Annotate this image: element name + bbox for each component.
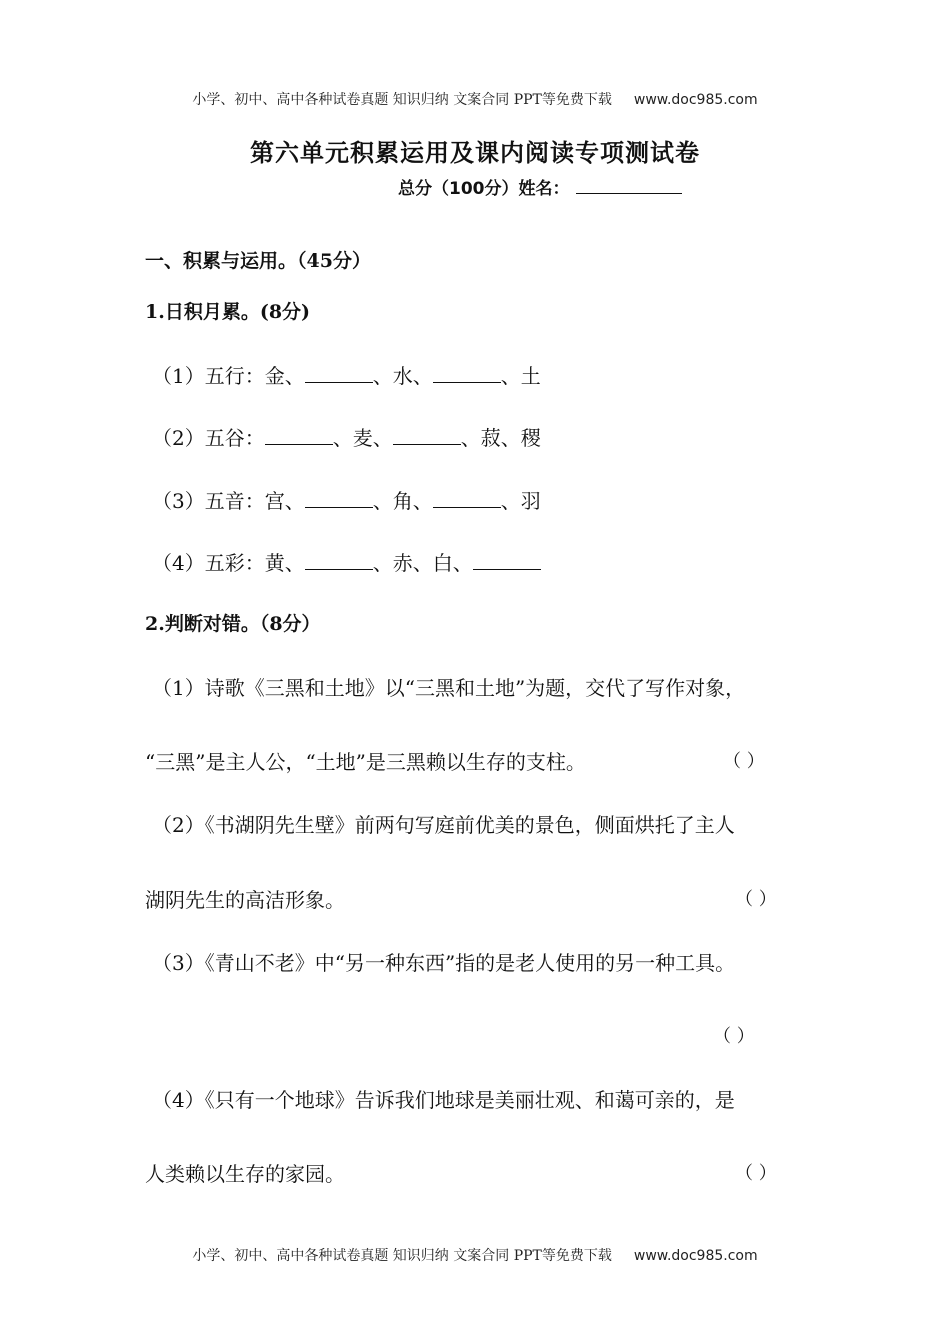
q1-item-2 — [152, 422, 541, 451]
banner-site: www.doc985.com — [633, 92, 758, 108]
item-text: 、羽 — [500, 489, 541, 513]
answer-blank[interactable] — [433, 493, 501, 508]
answer-blank[interactable] — [265, 430, 333, 445]
item-text: 、角、 — [372, 489, 433, 513]
item-label: （4）五彩： — [152, 551, 265, 575]
answer-parentheses[interactable]: （ ） — [713, 1026, 755, 1047]
header-banner — [0, 89, 950, 109]
name-blank — [576, 179, 682, 194]
answer-parentheses[interactable]: （ ） — [735, 889, 777, 910]
q1-item-1 — [152, 360, 541, 389]
answer-blank[interactable] — [473, 555, 541, 570]
answer-parentheses[interactable]: （ ） — [723, 751, 765, 772]
q2-statement-4-line1: （4）《只有一个地球》告诉我们地球是美丽壮观、和蔼可亲的，是 — [152, 1088, 735, 1112]
item-text: 、菽、稷 — [460, 426, 541, 450]
q2-statement-2-line1: （2）《书湖阴先生壁》前两句写庭前优美的景色，侧面烘托了主人 — [152, 813, 735, 837]
item-label: （1）五行： — [152, 364, 265, 388]
answer-blank[interactable] — [393, 430, 461, 445]
item-text: 、麦、 — [332, 426, 393, 450]
page-title: 第六单元积累运用及课内阅读专项测试卷 — [250, 138, 700, 167]
answer-blank[interactable] — [305, 368, 373, 383]
item-text: 、土 — [500, 364, 541, 388]
answer-blank[interactable] — [433, 368, 501, 383]
score-label: 总分（100分）姓名： — [398, 179, 570, 199]
footer-banner — [0, 1245, 950, 1265]
item-label: （3）五音： — [152, 489, 265, 513]
answer-parentheses[interactable]: （ ） — [735, 1163, 777, 1184]
answer-blank[interactable] — [305, 555, 373, 570]
banner-site: www.doc985.com — [633, 1248, 758, 1264]
item-text: 金、 — [264, 364, 305, 388]
q2-statement-1-line1: （1）诗歌《三黑和土地》以“三黑和土地”为题，交代了写作对象， — [152, 676, 746, 700]
q2-statement-2-line2: 湖阴先生的高洁形象。 — [145, 888, 345, 912]
score-line — [398, 174, 682, 199]
q1-heading: 1.日积月累。(8分) — [145, 301, 311, 323]
section-heading: 一、积累与运用。（45分） — [145, 250, 371, 272]
q1-item-3 — [152, 485, 541, 514]
item-text: 宫、 — [264, 489, 305, 513]
q2-statement-1-line2: “三黑”是主人公，“土地”是三黑赖以生存的支柱。 — [145, 750, 586, 774]
item-text: 、赤、白、 — [372, 551, 473, 575]
item-text: 、水、 — [372, 364, 433, 388]
q2-statement-4-line2: 人类赖以生存的家园。 — [145, 1162, 345, 1186]
item-label: （2）五谷： — [152, 426, 265, 450]
q1-item-4 — [152, 547, 541, 576]
q2-statement-3-line1: （3）《青山不老》中“另一种东西”指的是老人使用的另一种工具。 — [152, 951, 736, 975]
item-text: 黄、 — [264, 551, 305, 575]
banner-text: 小学、初中、高中各种试卷真题 知识归纳 文案合同 PPT等免费下载 — [192, 1248, 612, 1264]
answer-blank[interactable] — [305, 493, 373, 508]
banner-text: 小学、初中、高中各种试卷真题 知识归纳 文案合同 PPT等免费下载 — [192, 92, 612, 108]
q2-heading: 2.判断对错。（8分） — [145, 613, 321, 635]
